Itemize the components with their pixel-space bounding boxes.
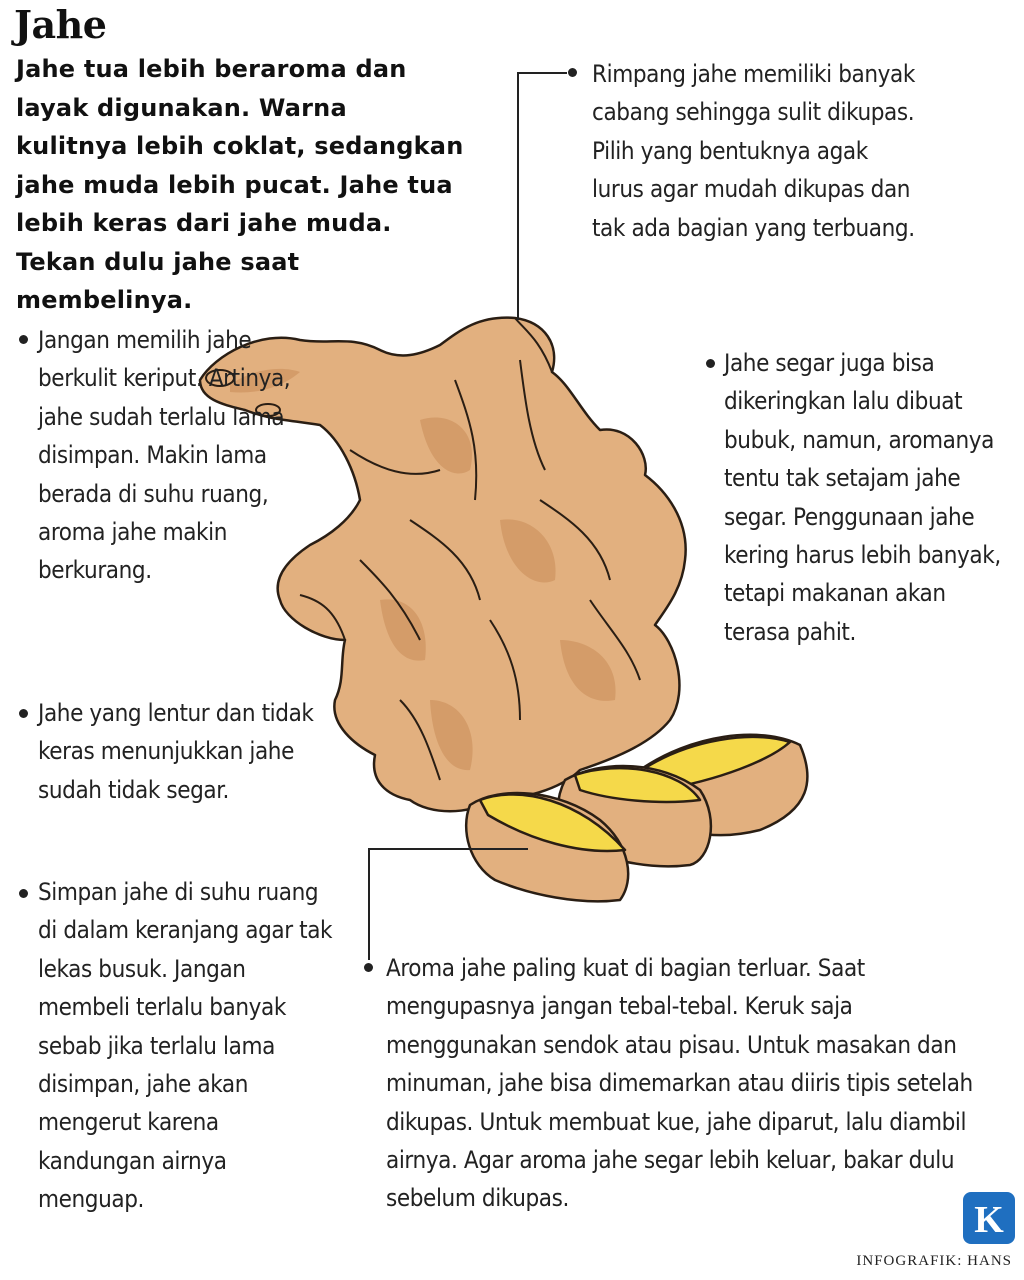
bullet-lentur	[19, 709, 28, 718]
note-aroma: Aroma jahe paling kuat di bagian terluar. Saat mengupasnya jangan tebal-tebal. Keruk saja menggunakan sendok atau pisau. Untuk masakan dan minuman, jahe bisa dimemarkan atau diiris tipis setelah dikupas. Untuk membuat kue, jahe diparut, lalu diambil airnya. Agar aroma jahe segar lebih keluar, bakar dulu sebelum dikupas.	[386, 954, 973, 1213]
bullet-aroma	[364, 963, 373, 972]
page-title: Jahe	[14, 2, 107, 47]
leader-line-aroma-horizontal	[368, 848, 528, 850]
note-kering: Jahe segar juga bisa dikeringkan lalu dibuat bubuk, namun, aromanya tentu tak setajam jahe segar. Penggunaan jahe kering harus lebih banyak, tetapi makanan akan terasa pahit.	[724, 349, 1001, 646]
infographic-credit: INFOGRAFIK: HANS	[856, 1253, 1012, 1269]
bullet-keriput	[19, 335, 28, 344]
intro-paragraph: Jahe tua lebih beraroma dan layak digunakan. Warna kulitnya lebih coklat, sedangkan jahe muda lebih pucat. Jahe tua lebih keras dari jahe muda. Tekan dulu jahe saat membelinya.	[16, 55, 464, 314]
leader-line-aroma-vertical	[368, 848, 370, 960]
kompas-logo	[963, 1192, 1015, 1244]
logo-letter: K	[974, 1199, 1004, 1241]
leader-line-rimpang-vertical	[517, 72, 519, 320]
note-simpan: Simpan jahe di suhu ruang di dalam keranjang agar tak lekas busuk. Jangan membeli terlalu banyak sebab jika terlalu lama disimpan, jahe akan mengerut karena kandungan airnya menguap.	[38, 878, 333, 1214]
bullet-simpan	[19, 889, 28, 898]
bullet-kering	[706, 359, 715, 368]
note-lentur: Jahe yang lentur dan tidak keras menunjukkan jahe sudah tidak segar.	[38, 699, 314, 804]
note-keriput: Jangan memilih jahe berkulit keriput. Artinya, jahe sudah terlalu lama disimpan. Makin lama berada di suhu ruang, aroma jahe makin berkurang.	[38, 326, 291, 585]
leader-line-rimpang-horizontal	[517, 72, 567, 74]
note-rimpang: Rimpang jahe memiliki banyak cabang sehingga sulit dikupas. Pilih yang bentuknya agak lurus agar mudah dikupas dan tak ada bagian yang terbuang.	[592, 60, 915, 242]
bullet-rimpang	[568, 68, 577, 77]
